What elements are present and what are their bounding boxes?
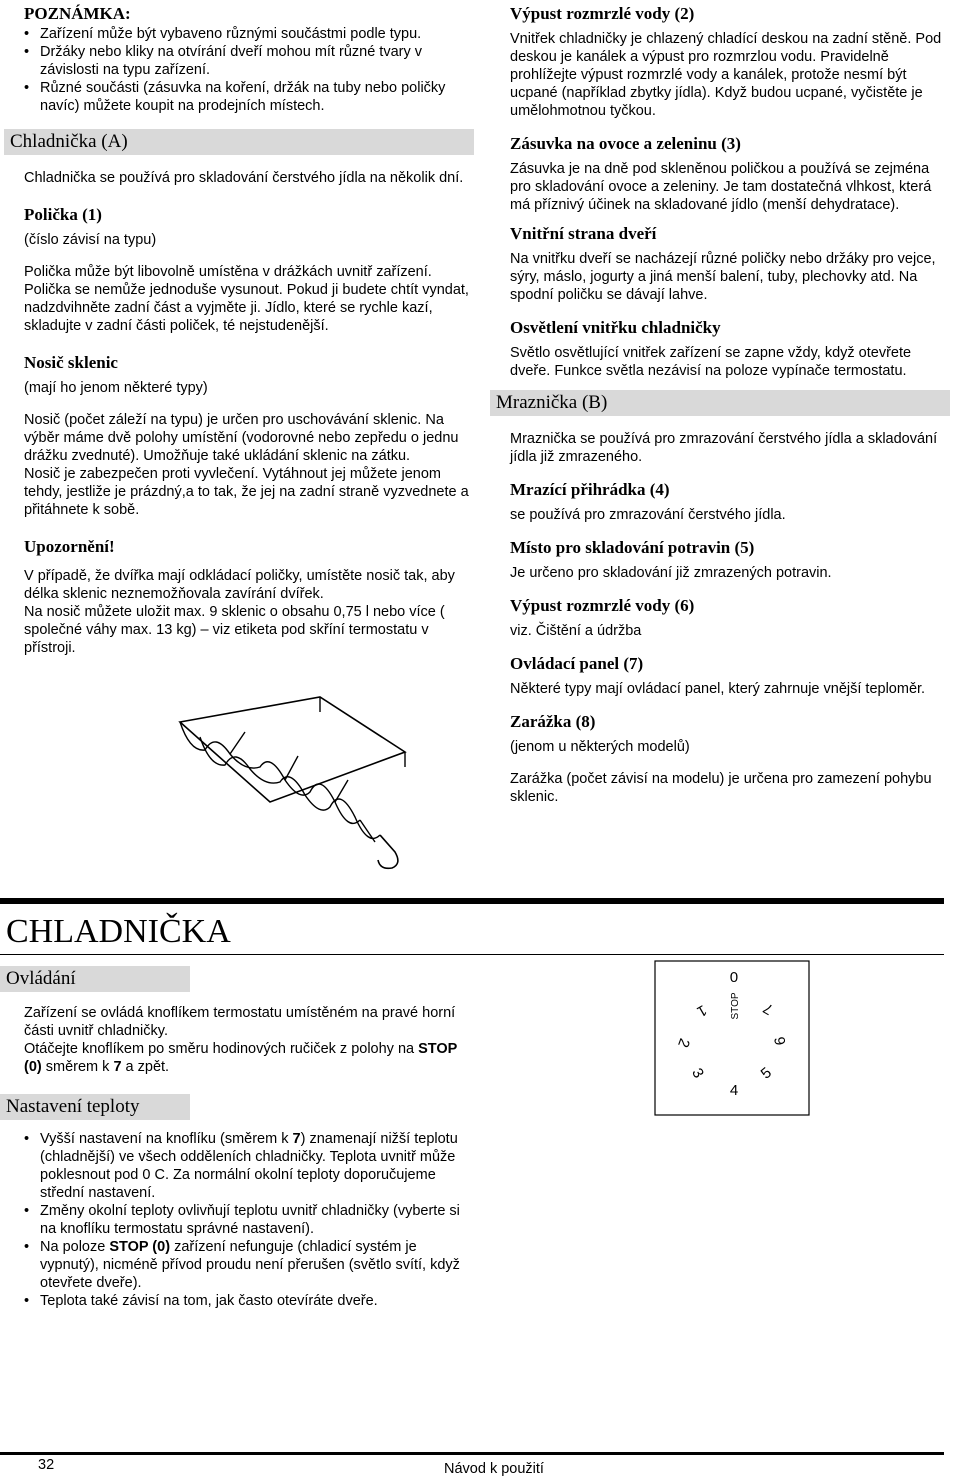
section-rule [0, 898, 944, 904]
control-p2-stop: STOP (0) [24, 1041, 458, 1075]
storage-text: Je určeno pro skladování již zmrazených potravin. [510, 565, 832, 581]
temp-item: • Změny okolní teploty ovlivňují teplotu uvnitř chladničky (vyberte si na knoflíku termostatu správné nastavení). [40, 1202, 474, 1238]
thermostat-dial [654, 960, 810, 1116]
temp-item: • Teplota také závisí na tom, jak často otevíráte dveře. [40, 1292, 474, 1310]
control-heading-box [0, 966, 190, 992]
panel-heading: Ovládací panel (7) [510, 654, 644, 673]
door-text: Na vnitřku dveří se nacházejí různé poličky nebo držáky pro vejce, sýry, máslo, jogurty a jiná menší balení, tuby, plechovky atd. Na spodní poličku se dávají lahve. [510, 251, 936, 303]
light-heading: Osvětlení vnitřku chladničky [510, 318, 721, 337]
warning-p1: V případě, že dvířka mají odkládací poličky, umístěte nosič tak, aby délka sklenic neznemožňovala zavírání dvířek. [24, 568, 455, 602]
dial-label-7: 7 [760, 999, 777, 1019]
warning-heading: Upozornění! [24, 537, 115, 556]
freezer-text: Mraznička se používá pro zmrazování čerstvého jídla a skladování jídla již zmrazeného. [510, 431, 938, 465]
temp-text [24, 1130, 474, 1310]
freezer-heading: Mraznička (B) [490, 390, 950, 416]
drain-heading: Výpust rozmrzlé vody (2) [510, 4, 695, 23]
note-title: POZNÁMKA: [24, 4, 131, 23]
dial-label-0: 0 [729, 968, 739, 985]
note-item: • Zařízení může být vybaveno různými součástmi podle typu. [40, 25, 474, 43]
panel-text: Některé typy mají ovládací panel, který zahrnuje vnější teploměr. [510, 681, 926, 697]
fridge-a-text: Chladnička se používá pro skladování čerstvého jídla na několik dní. [24, 170, 464, 186]
bottle-rack-p1: Nosič (počet záleží na typu) je určen pro uschovávání sklenic. Na výběr máme dvě polohy umístění (vodorovné nebo zepředu o jednu drážku zvednuté). Umožňuje také ukládání sklenic na zátku. [24, 412, 459, 464]
temp-item [40, 1130, 474, 1202]
control-p2 [24, 1040, 474, 1076]
temp-item-stop: STOP (0) [109, 1239, 171, 1255]
temp-item-text2: zařízení nefunguje (chladicí systém je vypnutý), nicméně přívod proudu není přerušen (světlo svítí, když otevřete dveře). [40, 1239, 460, 1291]
drawer-heading: Zásuvka na ovoce a zeleninu (3) [510, 134, 741, 153]
note-list [24, 25, 474, 115]
section-rule-thin [0, 954, 944, 955]
dial-label-2: 2 [674, 1036, 693, 1050]
dial-label-6: 6 [771, 1035, 790, 1047]
bottle-rack-p2: Nosič je zabezpečen proti vyvlečení. Vytáhnout jej můžete jenom tehdy, jestliže je prázdný,a to tak, že jej na zadní straně vyzvednete a přitáhnete k sobě. [24, 466, 469, 518]
compartment-text: se používá pro zmrazování čerstvého jídla. [510, 507, 786, 523]
bottle-rack-heading: Nosič sklenic [24, 353, 118, 372]
dial-label-1: 1 [693, 1001, 710, 1021]
warning-p2: Na nosič můžete uložit max. 9 sklenic o obsahu 0,75 l nebo více ( společné váhy max. 13 kg) – viz etiketa pod skříní termostatu v přístroji. [24, 604, 445, 656]
temp-heading-box [0, 1094, 190, 1120]
light-text: Světlo osvětlující vnitřek zařízení se zapne vždy, když otevřete dveře. Funkce světla nezávisí na poloze vypínače termostatu. [510, 345, 912, 379]
temp-heading: Nastavení teploty [0, 1094, 190, 1120]
temp-item-seven: 7 [292, 1131, 301, 1147]
note-item: • Různé součásti (zásuvka na koření, držák na tuby nebo poličky navíc) můžete koupit na prodejních místech. [40, 79, 474, 115]
control-text [24, 1004, 474, 1076]
control-heading: Ovládání [0, 966, 190, 992]
bottle-rack-sub: (mají ho jenom některé typy) [24, 380, 208, 396]
temp-item-text: Na poloze [40, 1239, 110, 1255]
bottle-rack-illustration [170, 692, 420, 882]
temp-item-text: Vyšší nastavení na knoflíku (směrem k [40, 1131, 293, 1147]
dial-label-3: 3 [688, 1065, 708, 1082]
control-p2-seven: 7 [113, 1059, 122, 1075]
shelf-sub: (číslo závisí na typu) [24, 232, 157, 248]
note-item: • Držáky nebo kliky na otvírání dveří mohou mít různé tvary v závislosti na typu zařízení. [40, 43, 474, 79]
storage-heading: Místo pro skladování potravin (5) [510, 538, 755, 557]
temp-item [40, 1238, 474, 1292]
drain6-text: viz. Čištění a údržba [510, 623, 642, 639]
drawer-text: Zásuvka je na dně pod skleněnou poličkou a používá se zejména pro skladování ovoce a zeleniny. Je tam dostatečná vlhkost, která má příznivý účinek na skladované jídlo (menší dehydratace). [510, 161, 932, 213]
left-column [10, 4, 474, 657]
door-heading: Vnitřní strana dveří [510, 224, 657, 243]
stop-sub: (jenom u některých modelů) [510, 739, 690, 755]
stop-text: Zarážka (počet závisí na modelu) je určena pro zamezení pohybu sklenic. [510, 771, 932, 805]
drain6-heading: Výpust rozmrzlé vody (6) [510, 596, 695, 615]
right-column [496, 4, 950, 806]
dial-label-stop: STOP [730, 992, 741, 1020]
dial-label-5: 5 [757, 1064, 775, 1083]
dial-label-4: 4 [729, 1082, 739, 1099]
control-p1: Zařízení se ovládá knoflíkem termostatu umístěném na pravé horní části uvnitř chladničky. [24, 1005, 456, 1039]
stop-heading: Zarážka (8) [510, 712, 596, 731]
control-p2-text2: směrem k [41, 1059, 114, 1075]
page-number: 32 [38, 1457, 55, 1473]
footer-title: Návod k použití [444, 1461, 544, 1477]
drain-text: Vnitřek chladničky je chlazený chladící deskou na zadní stěně. Pod deskou je kanálek a výpust pro rozmrzlou vodu. Pravidelně prohlížejte výpust rozmrzlé vody a kanálek, protože nesmí být ucpané (například zbytky jídla). Když budou ucpané, vyčistěte je umělohmotnou tyčkou. [510, 31, 942, 119]
control-p2-text3: a zpět. [121, 1059, 170, 1075]
compartment-heading: Mrazící přihrádka (4) [510, 480, 670, 499]
temp-list [24, 1130, 474, 1310]
temp-item-text2: ) znamenají nižší teplotu (chladnější) ve všech odděleních chladničky. Teplota uvnitř může poklesnout pod 0 C. Za normální okolní teploty doporučujeme střední nastavení. [40, 1131, 458, 1201]
control-p2-text: Otáčejte knoflíkem po směru hodinových ručiček z polohy na [24, 1041, 419, 1057]
shelf-text: Polička může být libovolně umístěna v drážkách uvnitř zařízení. Polička se nemůže jednoduše vysunout. Pokud ji budete chtít vyndat, nadzdvihněte zadní část a vyjměte ji. Jídlo, které se rychle kazí, skladujte v zadní části poliček, té nejstudenější. [24, 264, 469, 334]
footer-rule [0, 1452, 944, 1455]
shelf-heading: Polička (1) [24, 205, 102, 224]
fridge-a-heading: Chladnička (A) [4, 129, 474, 155]
section-title: CHLADNIČKA [6, 913, 231, 950]
